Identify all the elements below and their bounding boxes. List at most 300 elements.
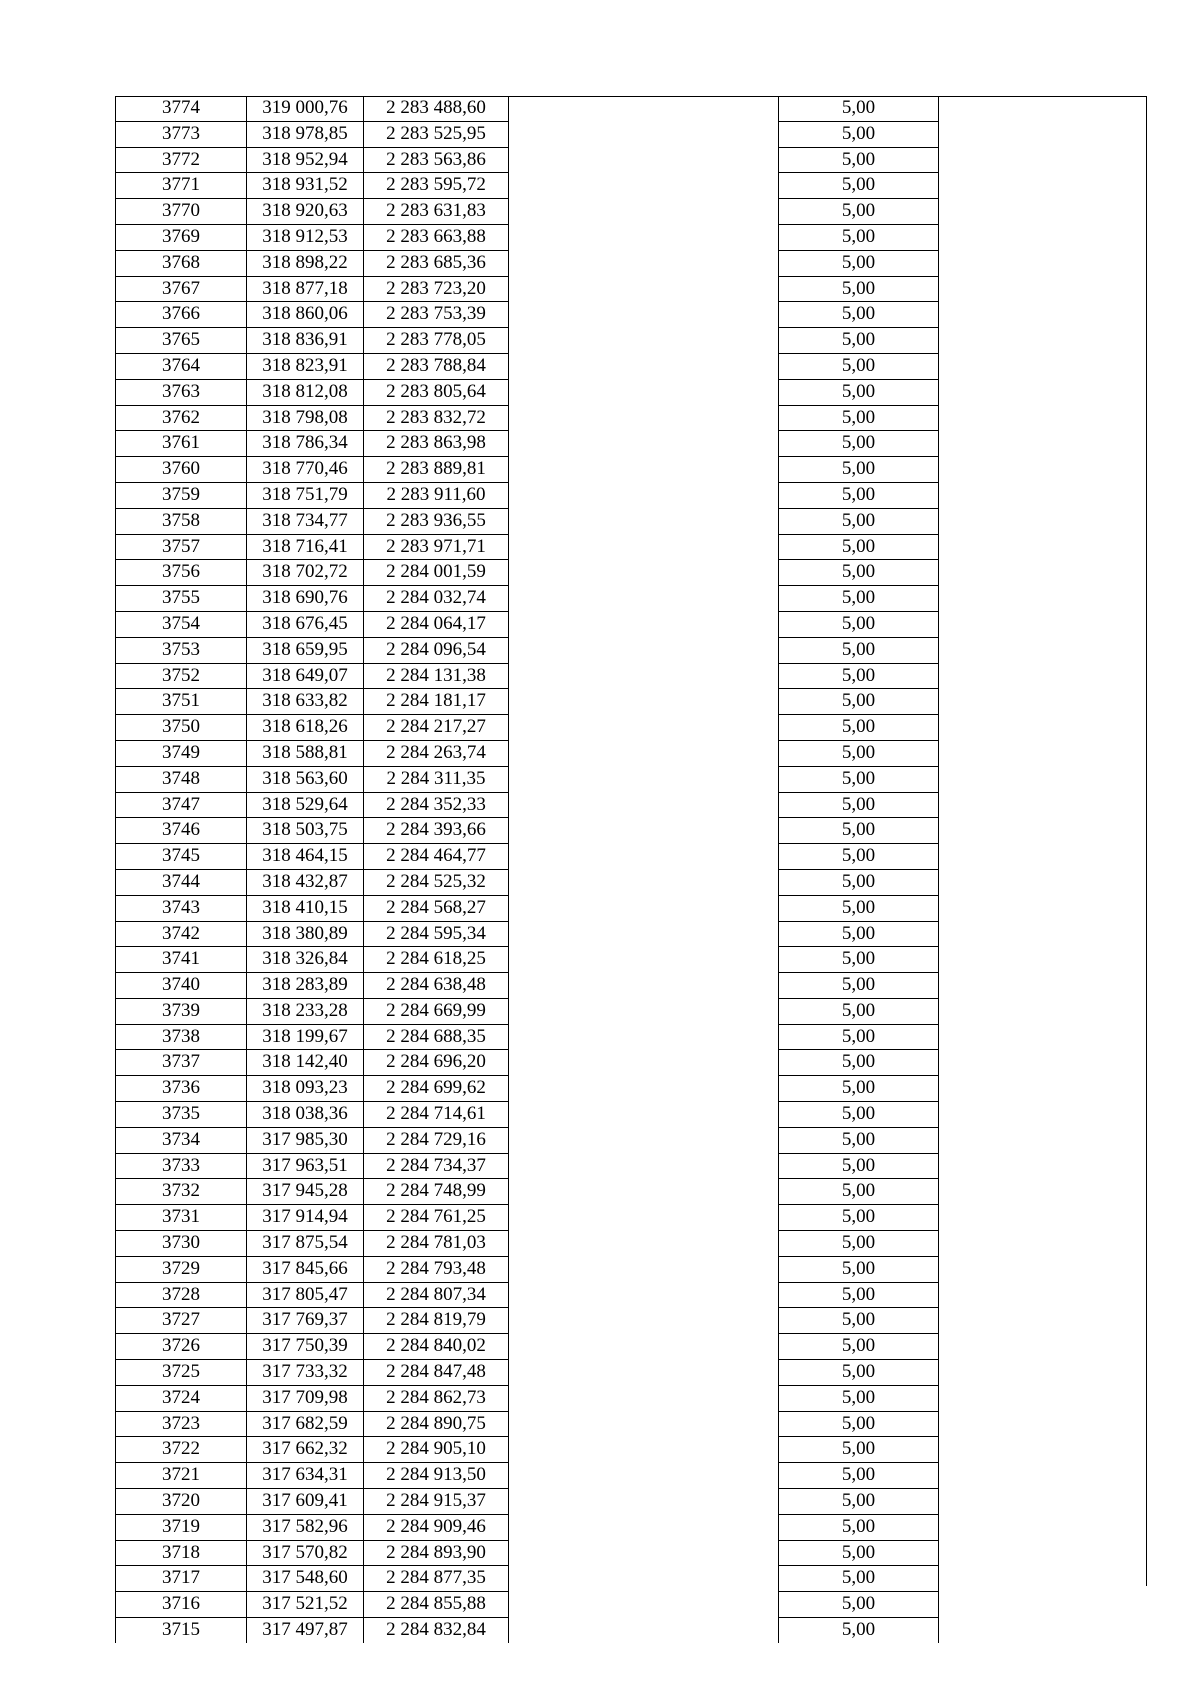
empty-cell xyxy=(509,1437,779,1463)
empty-cell xyxy=(509,1514,779,1540)
y-coordinate-cell: 2 284 748,99 xyxy=(364,1179,509,1205)
point-number-cell: 3766 xyxy=(116,302,247,328)
y-coordinate-cell: 2 284 464,77 xyxy=(364,844,509,870)
point-number-cell: 3759 xyxy=(116,482,247,508)
point-number-cell: 3723 xyxy=(116,1411,247,1437)
table-row xyxy=(116,663,1124,689)
point-number-cell: 3757 xyxy=(116,534,247,560)
table-row xyxy=(116,1385,1124,1411)
x-coordinate-cell: 317 805,47 xyxy=(247,1282,364,1308)
y-coordinate-cell: 2 284 525,32 xyxy=(364,869,509,895)
table-row xyxy=(116,1153,1124,1179)
point-number-cell: 3717 xyxy=(116,1566,247,1592)
table-row xyxy=(116,534,1124,560)
empty-cell xyxy=(509,173,779,199)
value-cell: 5,00 xyxy=(779,1231,939,1257)
value-cell: 5,00 xyxy=(779,844,939,870)
point-number-cell: 3734 xyxy=(116,1127,247,1153)
x-coordinate-cell: 318 659,95 xyxy=(247,637,364,663)
x-coordinate-cell: 317 548,60 xyxy=(247,1566,364,1592)
empty-cell xyxy=(509,534,779,560)
value-cell: 5,00 xyxy=(779,1411,939,1437)
value-cell: 5,00 xyxy=(779,689,939,715)
table-row xyxy=(116,1102,1124,1128)
x-coordinate-cell: 318 912,53 xyxy=(247,224,364,250)
y-coordinate-cell: 2 283 778,05 xyxy=(364,328,509,354)
value-cell: 5,00 xyxy=(779,1592,939,1618)
table-row xyxy=(116,1618,1124,1643)
empty-cell xyxy=(939,328,1124,354)
empty-cell xyxy=(509,1127,779,1153)
empty-cell xyxy=(509,482,779,508)
value-cell: 5,00 xyxy=(779,1540,939,1566)
point-number-cell: 3721 xyxy=(116,1463,247,1489)
value-cell: 5,00 xyxy=(779,818,939,844)
table-row xyxy=(116,1256,1124,1282)
point-number-cell: 3741 xyxy=(116,947,247,973)
table-row xyxy=(116,998,1124,1024)
x-coordinate-cell: 317 963,51 xyxy=(247,1153,364,1179)
empty-cell xyxy=(939,96,1124,121)
empty-cell xyxy=(509,1540,779,1566)
table-row xyxy=(116,1050,1124,1076)
empty-cell xyxy=(939,637,1124,663)
point-number-cell: 3742 xyxy=(116,921,247,947)
x-coordinate-cell: 319 000,76 xyxy=(247,96,364,121)
empty-cell xyxy=(509,1618,779,1643)
y-coordinate-cell: 2 283 889,81 xyxy=(364,457,509,483)
table-row xyxy=(116,921,1124,947)
y-coordinate-cell: 2 283 788,84 xyxy=(364,353,509,379)
x-coordinate-cell: 318 283,89 xyxy=(247,973,364,999)
x-coordinate-cell: 318 380,89 xyxy=(247,921,364,947)
coordinates-table xyxy=(115,96,1124,1643)
empty-cell xyxy=(939,482,1124,508)
point-number-cell: 3730 xyxy=(116,1231,247,1257)
table-row xyxy=(116,1566,1124,1592)
empty-cell xyxy=(509,1102,779,1128)
empty-cell xyxy=(939,998,1124,1024)
value-cell: 5,00 xyxy=(779,637,939,663)
x-coordinate-cell: 318 898,22 xyxy=(247,250,364,276)
x-coordinate-cell: 318 920,63 xyxy=(247,199,364,225)
table-row xyxy=(116,457,1124,483)
point-number-cell: 3727 xyxy=(116,1308,247,1334)
y-coordinate-cell: 2 284 181,17 xyxy=(364,689,509,715)
empty-cell xyxy=(939,1076,1124,1102)
y-coordinate-cell: 2 284 847,48 xyxy=(364,1360,509,1386)
x-coordinate-cell: 317 875,54 xyxy=(247,1231,364,1257)
y-coordinate-cell: 2 283 911,60 xyxy=(364,482,509,508)
value-cell: 5,00 xyxy=(779,1102,939,1128)
y-coordinate-cell: 2 284 311,35 xyxy=(364,766,509,792)
empty-cell xyxy=(939,379,1124,405)
x-coordinate-cell: 317 750,39 xyxy=(247,1334,364,1360)
empty-cell xyxy=(509,1385,779,1411)
x-coordinate-cell: 318 503,75 xyxy=(247,818,364,844)
empty-cell xyxy=(509,611,779,637)
value-cell: 5,00 xyxy=(779,895,939,921)
empty-cell xyxy=(509,1231,779,1257)
x-coordinate-cell: 318 860,06 xyxy=(247,302,364,328)
x-coordinate-cell: 318 563,60 xyxy=(247,766,364,792)
value-cell: 5,00 xyxy=(779,173,939,199)
y-coordinate-cell: 2 283 685,36 xyxy=(364,250,509,276)
table-row xyxy=(116,1024,1124,1050)
y-coordinate-cell: 2 284 905,10 xyxy=(364,1437,509,1463)
point-number-cell: 3767 xyxy=(116,276,247,302)
y-coordinate-cell: 2 284 217,27 xyxy=(364,715,509,741)
empty-cell xyxy=(939,1179,1124,1205)
point-number-cell: 3769 xyxy=(116,224,247,250)
empty-cell xyxy=(509,1489,779,1515)
empty-cell xyxy=(939,353,1124,379)
empty-cell xyxy=(939,508,1124,534)
value-cell: 5,00 xyxy=(779,199,939,225)
point-number-cell: 3752 xyxy=(116,663,247,689)
empty-cell xyxy=(939,715,1124,741)
empty-cell xyxy=(939,844,1124,870)
empty-cell xyxy=(939,199,1124,225)
x-coordinate-cell: 318 038,36 xyxy=(247,1102,364,1128)
x-coordinate-cell: 317 662,32 xyxy=(247,1437,364,1463)
value-cell: 5,00 xyxy=(779,1153,939,1179)
empty-cell xyxy=(939,1205,1124,1231)
empty-cell xyxy=(509,973,779,999)
y-coordinate-cell: 2 284 807,34 xyxy=(364,1282,509,1308)
x-coordinate-cell: 318 812,08 xyxy=(247,379,364,405)
table-body xyxy=(116,96,1124,1643)
x-coordinate-cell: 318 649,07 xyxy=(247,663,364,689)
empty-cell xyxy=(509,405,779,431)
value-cell: 5,00 xyxy=(779,1385,939,1411)
y-coordinate-cell: 2 284 393,66 xyxy=(364,818,509,844)
empty-cell xyxy=(939,560,1124,586)
y-coordinate-cell: 2 284 840,02 xyxy=(364,1334,509,1360)
point-number-cell: 3724 xyxy=(116,1385,247,1411)
table-row xyxy=(116,895,1124,921)
empty-cell xyxy=(509,328,779,354)
x-coordinate-cell: 318 588,81 xyxy=(247,740,364,766)
point-number-cell: 3722 xyxy=(116,1437,247,1463)
table-row xyxy=(116,1308,1124,1334)
point-number-cell: 3748 xyxy=(116,766,247,792)
y-coordinate-cell: 2 284 595,34 xyxy=(364,921,509,947)
point-number-cell: 3745 xyxy=(116,844,247,870)
x-coordinate-cell: 318 702,72 xyxy=(247,560,364,586)
empty-cell xyxy=(509,1566,779,1592)
point-number-cell: 3732 xyxy=(116,1179,247,1205)
empty-cell xyxy=(939,1385,1124,1411)
point-number-cell: 3771 xyxy=(116,173,247,199)
table-row xyxy=(116,302,1124,328)
empty-cell xyxy=(509,1360,779,1386)
value-cell: 5,00 xyxy=(779,1256,939,1282)
y-coordinate-cell: 2 283 488,60 xyxy=(364,96,509,121)
empty-cell xyxy=(939,611,1124,637)
x-coordinate-cell: 317 570,82 xyxy=(247,1540,364,1566)
value-cell: 5,00 xyxy=(779,1618,939,1643)
y-coordinate-cell: 2 283 663,88 xyxy=(364,224,509,250)
table-row xyxy=(116,1514,1124,1540)
empty-cell xyxy=(509,998,779,1024)
value-cell: 5,00 xyxy=(779,1334,939,1360)
x-coordinate-cell: 318 142,40 xyxy=(247,1050,364,1076)
empty-cell xyxy=(509,1050,779,1076)
empty-cell xyxy=(939,586,1124,612)
point-number-cell: 3768 xyxy=(116,250,247,276)
y-coordinate-cell: 2 284 696,20 xyxy=(364,1050,509,1076)
empty-cell xyxy=(939,1153,1124,1179)
table-row xyxy=(116,224,1124,250)
y-coordinate-cell: 2 284 638,48 xyxy=(364,973,509,999)
x-coordinate-cell: 318 798,08 xyxy=(247,405,364,431)
value-cell: 5,00 xyxy=(779,276,939,302)
empty-cell xyxy=(509,121,779,147)
empty-cell xyxy=(939,740,1124,766)
y-coordinate-cell: 2 284 688,35 xyxy=(364,1024,509,1050)
empty-cell xyxy=(509,1256,779,1282)
x-coordinate-cell: 317 914,94 xyxy=(247,1205,364,1231)
table-row xyxy=(116,121,1124,147)
y-coordinate-cell: 2 284 877,35 xyxy=(364,1566,509,1592)
x-coordinate-cell: 318 464,15 xyxy=(247,844,364,870)
y-coordinate-cell: 2 283 563,86 xyxy=(364,147,509,173)
value-cell: 5,00 xyxy=(779,379,939,405)
table-row xyxy=(116,586,1124,612)
x-coordinate-cell: 317 945,28 xyxy=(247,1179,364,1205)
table-row xyxy=(116,147,1124,173)
value-cell: 5,00 xyxy=(779,431,939,457)
y-coordinate-cell: 2 284 729,16 xyxy=(364,1127,509,1153)
y-coordinate-cell: 2 283 936,55 xyxy=(364,508,509,534)
point-number-cell: 3772 xyxy=(116,147,247,173)
empty-cell xyxy=(939,1514,1124,1540)
y-coordinate-cell: 2 284 862,73 xyxy=(364,1385,509,1411)
empty-cell xyxy=(939,1282,1124,1308)
empty-cell xyxy=(509,792,779,818)
x-coordinate-cell: 317 582,96 xyxy=(247,1514,364,1540)
y-coordinate-cell: 2 284 699,62 xyxy=(364,1076,509,1102)
empty-cell xyxy=(939,405,1124,431)
y-coordinate-cell: 2 283 863,98 xyxy=(364,431,509,457)
x-coordinate-cell: 318 952,94 xyxy=(247,147,364,173)
point-number-cell: 3716 xyxy=(116,1592,247,1618)
x-coordinate-cell: 317 769,37 xyxy=(247,1308,364,1334)
point-number-cell: 3763 xyxy=(116,379,247,405)
table-row xyxy=(116,1127,1124,1153)
x-coordinate-cell: 318 432,87 xyxy=(247,869,364,895)
empty-cell xyxy=(939,895,1124,921)
table-row xyxy=(116,379,1124,405)
empty-cell xyxy=(939,534,1124,560)
x-coordinate-cell: 317 985,30 xyxy=(247,1127,364,1153)
y-coordinate-cell: 2 283 525,95 xyxy=(364,121,509,147)
x-coordinate-cell: 318 233,28 xyxy=(247,998,364,1024)
table-row xyxy=(116,611,1124,637)
point-number-cell: 3754 xyxy=(116,611,247,637)
table-row xyxy=(116,869,1124,895)
value-cell: 5,00 xyxy=(779,457,939,483)
point-number-cell: 3749 xyxy=(116,740,247,766)
table-row xyxy=(116,1231,1124,1257)
value-cell: 5,00 xyxy=(779,869,939,895)
x-coordinate-cell: 318 836,91 xyxy=(247,328,364,354)
empty-cell xyxy=(509,147,779,173)
empty-cell xyxy=(939,1256,1124,1282)
table-row xyxy=(116,276,1124,302)
y-coordinate-cell: 2 284 263,74 xyxy=(364,740,509,766)
empty-cell xyxy=(509,353,779,379)
table-row xyxy=(116,173,1124,199)
point-number-cell: 3764 xyxy=(116,353,247,379)
value-cell: 5,00 xyxy=(779,1076,939,1102)
table-row xyxy=(116,715,1124,741)
y-coordinate-cell: 2 283 595,72 xyxy=(364,173,509,199)
empty-cell xyxy=(509,560,779,586)
point-number-cell: 3762 xyxy=(116,405,247,431)
empty-cell xyxy=(939,224,1124,250)
value-cell: 5,00 xyxy=(779,947,939,973)
x-coordinate-cell: 318 093,23 xyxy=(247,1076,364,1102)
x-coordinate-cell: 317 609,41 xyxy=(247,1489,364,1515)
point-number-cell: 3743 xyxy=(116,895,247,921)
x-coordinate-cell: 318 823,91 xyxy=(247,353,364,379)
point-number-cell: 3744 xyxy=(116,869,247,895)
y-coordinate-cell: 2 284 781,03 xyxy=(364,1231,509,1257)
empty-cell xyxy=(939,1437,1124,1463)
empty-cell xyxy=(509,1334,779,1360)
table-row xyxy=(116,1205,1124,1231)
empty-cell xyxy=(939,766,1124,792)
value-cell: 5,00 xyxy=(779,740,939,766)
empty-cell xyxy=(939,921,1124,947)
y-coordinate-cell: 2 284 793,48 xyxy=(364,1256,509,1282)
table-row xyxy=(116,818,1124,844)
point-number-cell: 3751 xyxy=(116,689,247,715)
empty-cell xyxy=(939,1231,1124,1257)
x-coordinate-cell: 318 770,46 xyxy=(247,457,364,483)
value-cell: 5,00 xyxy=(779,792,939,818)
empty-cell xyxy=(509,1076,779,1102)
empty-cell xyxy=(509,869,779,895)
y-coordinate-cell: 2 284 855,88 xyxy=(364,1592,509,1618)
value-cell: 5,00 xyxy=(779,1308,939,1334)
empty-cell xyxy=(939,302,1124,328)
y-coordinate-cell: 2 283 723,20 xyxy=(364,276,509,302)
value-cell: 5,00 xyxy=(779,1360,939,1386)
x-coordinate-cell: 318 734,77 xyxy=(247,508,364,534)
table-row xyxy=(116,844,1124,870)
table-row xyxy=(116,1334,1124,1360)
y-coordinate-cell: 2 284 890,75 xyxy=(364,1411,509,1437)
value-cell: 5,00 xyxy=(779,1514,939,1540)
empty-cell xyxy=(939,1489,1124,1515)
table-row xyxy=(116,405,1124,431)
y-coordinate-cell: 2 284 915,37 xyxy=(364,1489,509,1515)
empty-cell xyxy=(939,1566,1124,1592)
empty-cell xyxy=(509,740,779,766)
empty-cell xyxy=(939,1050,1124,1076)
x-coordinate-cell: 318 326,84 xyxy=(247,947,364,973)
y-coordinate-cell: 2 284 761,25 xyxy=(364,1205,509,1231)
empty-cell xyxy=(939,1127,1124,1153)
empty-cell xyxy=(939,1334,1124,1360)
table-row xyxy=(116,1411,1124,1437)
x-coordinate-cell: 317 497,87 xyxy=(247,1618,364,1643)
point-number-cell: 3774 xyxy=(116,96,247,121)
point-number-cell: 3729 xyxy=(116,1256,247,1282)
empty-cell xyxy=(939,973,1124,999)
empty-cell xyxy=(939,1024,1124,1050)
y-coordinate-cell: 2 284 734,37 xyxy=(364,1153,509,1179)
y-coordinate-cell: 2 284 001,59 xyxy=(364,560,509,586)
value-cell: 5,00 xyxy=(779,998,939,1024)
x-coordinate-cell: 318 676,45 xyxy=(247,611,364,637)
empty-cell xyxy=(939,457,1124,483)
empty-cell xyxy=(509,637,779,663)
table-row xyxy=(116,250,1124,276)
table-row xyxy=(116,1437,1124,1463)
value-cell: 5,00 xyxy=(779,1437,939,1463)
empty-cell xyxy=(939,1411,1124,1437)
point-number-cell: 3740 xyxy=(116,973,247,999)
x-coordinate-cell: 317 634,31 xyxy=(247,1463,364,1489)
y-coordinate-cell: 2 284 352,33 xyxy=(364,792,509,818)
empty-cell xyxy=(509,302,779,328)
empty-cell xyxy=(509,921,779,947)
point-number-cell: 3715 xyxy=(116,1618,247,1643)
empty-cell xyxy=(509,1592,779,1618)
value-cell: 5,00 xyxy=(779,147,939,173)
value-cell: 5,00 xyxy=(779,1024,939,1050)
x-coordinate-cell: 317 521,52 xyxy=(247,1592,364,1618)
x-coordinate-cell: 317 709,98 xyxy=(247,1385,364,1411)
table-row xyxy=(116,96,1124,121)
x-coordinate-cell: 318 199,67 xyxy=(247,1024,364,1050)
value-cell: 5,00 xyxy=(779,586,939,612)
point-number-cell: 3765 xyxy=(116,328,247,354)
x-coordinate-cell: 318 529,64 xyxy=(247,792,364,818)
table-row xyxy=(116,1360,1124,1386)
table-row xyxy=(116,1489,1124,1515)
x-coordinate-cell: 318 931,52 xyxy=(247,173,364,199)
value-cell: 5,00 xyxy=(779,1282,939,1308)
value-cell: 5,00 xyxy=(779,224,939,250)
y-coordinate-cell: 2 284 909,46 xyxy=(364,1514,509,1540)
empty-cell xyxy=(939,869,1124,895)
point-number-cell: 3725 xyxy=(116,1360,247,1386)
point-number-cell: 3746 xyxy=(116,818,247,844)
point-number-cell: 3761 xyxy=(116,431,247,457)
table-row xyxy=(116,508,1124,534)
value-cell: 5,00 xyxy=(779,121,939,147)
y-coordinate-cell: 2 283 753,39 xyxy=(364,302,509,328)
x-coordinate-cell: 317 845,66 xyxy=(247,1256,364,1282)
x-coordinate-cell: 318 690,76 xyxy=(247,586,364,612)
y-coordinate-cell: 2 283 832,72 xyxy=(364,405,509,431)
table-row xyxy=(116,1540,1124,1566)
empty-cell xyxy=(509,1411,779,1437)
value-cell: 5,00 xyxy=(779,1050,939,1076)
point-number-cell: 3731 xyxy=(116,1205,247,1231)
value-cell: 5,00 xyxy=(779,1205,939,1231)
y-coordinate-cell: 2 284 714,61 xyxy=(364,1102,509,1128)
x-coordinate-cell: 318 751,79 xyxy=(247,482,364,508)
y-coordinate-cell: 2 283 631,83 xyxy=(364,199,509,225)
table-row xyxy=(116,560,1124,586)
table-row xyxy=(116,1282,1124,1308)
